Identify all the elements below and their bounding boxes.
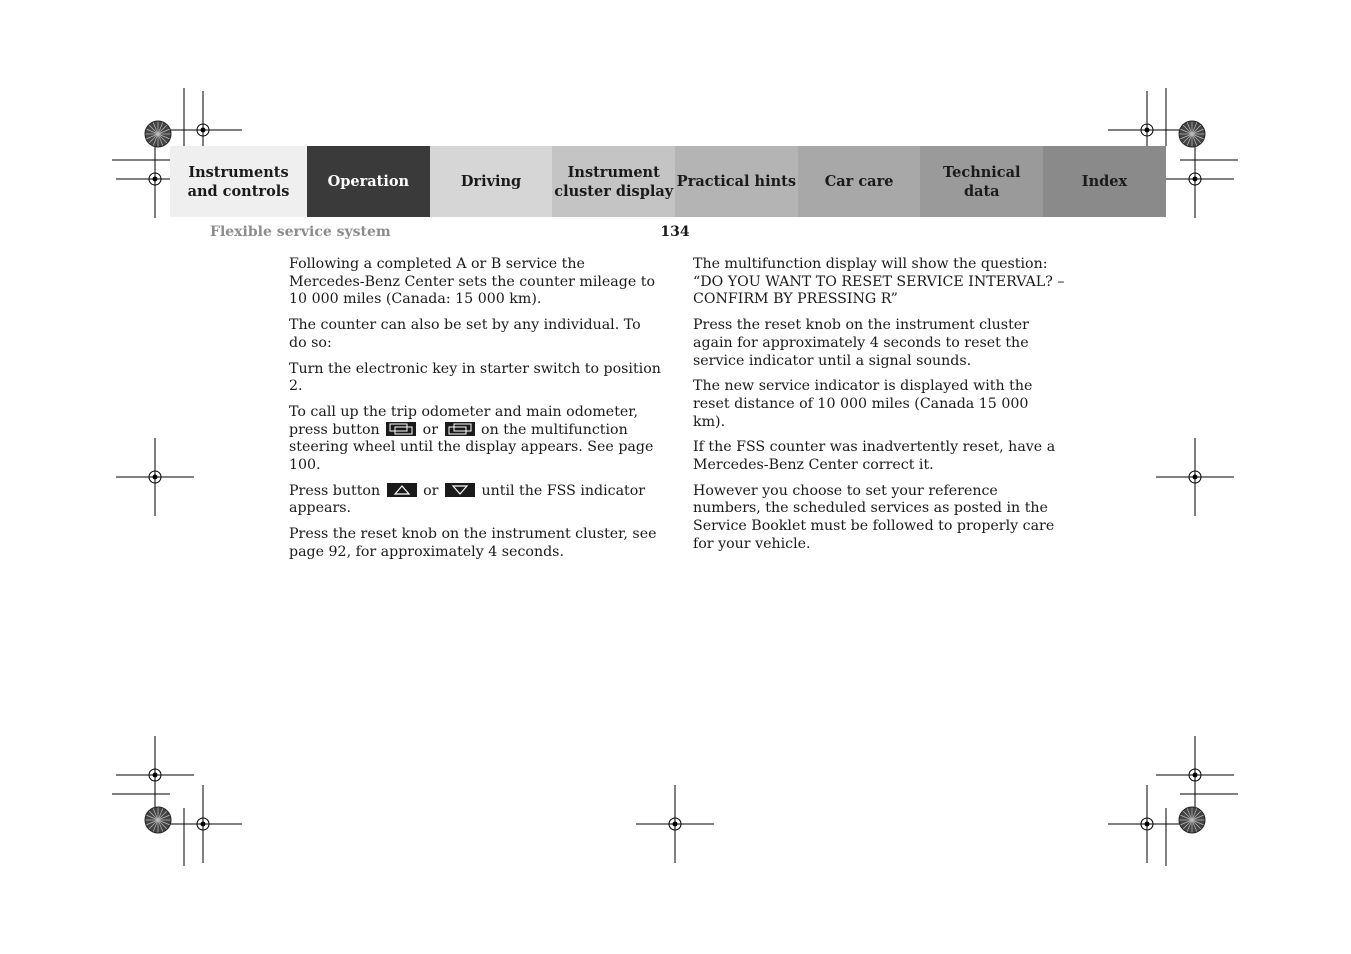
tab-car-care[interactable] [798, 146, 921, 217]
tab-driving[interactable] [430, 146, 553, 217]
paragraph: Following a completed A or B service the Mercedes-Benz Center sets the counter mileage to 10 000 miles (Canada: 15 000 km). [289, 256, 656, 308]
tab-technical-data[interactable] [920, 146, 1043, 217]
paragraph [289, 404, 661, 475]
tab-label: Index [1081, 173, 1128, 190]
text-run: Press button [289, 482, 381, 499]
paragraph: The counter can also be set by any individual. To do so: [289, 317, 641, 351]
paragraph [289, 483, 661, 518]
tab-label: Technical data [943, 163, 1021, 200]
triangle-down-icon [445, 483, 475, 497]
tab-label: Practical hints [676, 173, 797, 190]
chapter-tabs [170, 146, 1180, 217]
tab-index[interactable] [1043, 146, 1166, 217]
text-run: until the FSS indicator appears. [289, 482, 646, 517]
text-run: on the multifunction steering wheel until the display appears. See page 100. [289, 421, 654, 474]
section-title: Flexible service system [210, 224, 391, 240]
tab-label: Car care [824, 173, 894, 190]
paragraph: If the FSS counter was inadvertently reset, have a Mercedes-Benz Center correct it. [693, 439, 1056, 474]
tab-operation[interactable] [307, 146, 430, 217]
paragraph: However you choose to set your reference numbers, the scheduled services as posted in the Service Booklet must be followed to properly care for your vehicle. [693, 482, 1055, 552]
paragraph: The new service indicator is displayed with the reset distance of 10 000 miles (Canada 15 000 km). [693, 378, 1033, 430]
prompt-text: “DO YOU WANT TO RESET SERVICE INTERVAL? – CONFIRM BY PRESSING R” [693, 273, 1065, 308]
paragraph: Press the reset knob on the instrument cluster again for approximately 4 seconds to reset the service indicator until a signal sounds. [693, 317, 1029, 369]
display-select-icon [445, 422, 475, 436]
right-column [693, 256, 1065, 562]
display-select-icon [386, 422, 416, 436]
paragraph: Turn the electronic key in starter switch to position 2. [289, 360, 661, 395]
tab-label: Instruments and controls [187, 163, 290, 200]
tab-label: Operation [327, 173, 410, 190]
triangle-up-icon [387, 483, 417, 497]
tab-instruments-and-controls[interactable] [170, 146, 307, 217]
tab-label: Instrument cluster display [554, 163, 674, 200]
left-column [289, 256, 661, 570]
text-run: The multifunction display will show the question: [693, 256, 1048, 272]
paragraph: Press the reset knob on the instrument cluster, see page 92, for approximately 4 seconds. [289, 526, 657, 560]
tab-instrument-cluster-display[interactable] [552, 146, 675, 217]
tab-practical-hints[interactable] [675, 146, 798, 217]
paragraph [693, 256, 1065, 309]
tab-label: Driving [460, 173, 522, 190]
text-run: or [423, 482, 439, 499]
page-number: 134 [660, 224, 690, 240]
text-run: or [422, 421, 438, 438]
text-run: To call up the trip odometer and main odometer, press button [289, 403, 639, 438]
